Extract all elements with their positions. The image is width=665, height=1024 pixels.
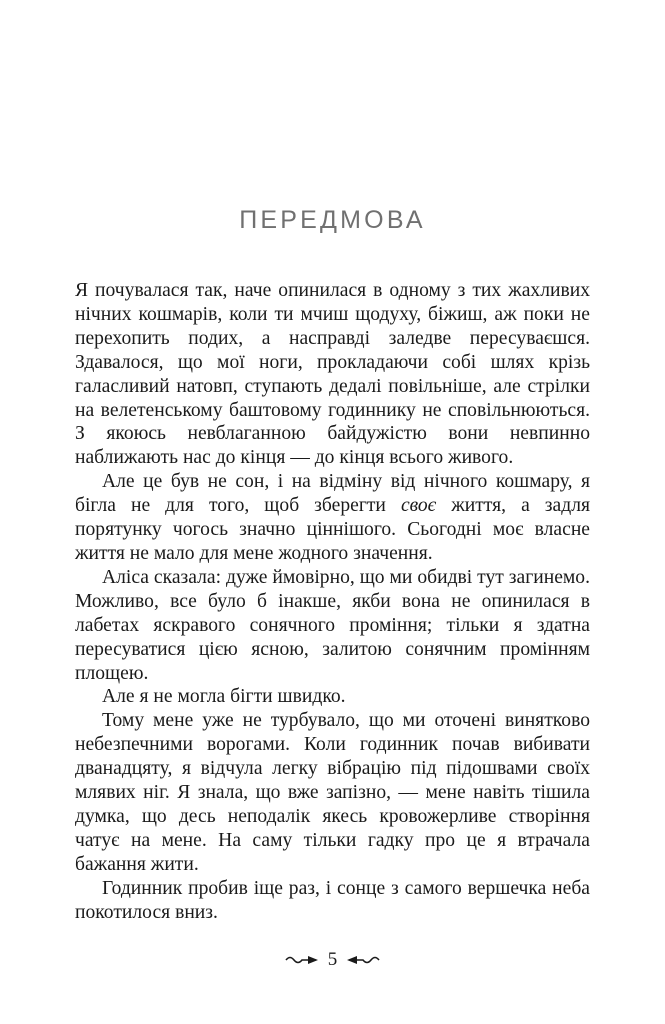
flourish-arrow-left-icon [285, 954, 319, 966]
paragraph-4: Але я не могла бігти швидко. [102, 686, 346, 708]
paragraph-2-emphasis: своє [400, 495, 437, 517]
paragraph-2-text-after: життя, а задля порятунку чогось значно ціннішого. Сьогодні моє власне життя не мало для мене жодного значення. [75, 495, 590, 564]
body-text [75, 279, 590, 924]
paragraph-3: Аліса сказала: дуже ймовірно, що ми обидві тут загинемо. Можливо, все було б інакше, якби вона не опинилася в лабетах яскравого сонячного проміння; тільки я здатна пересуватися цією ясною, залитою сонячним промінням площею. [75, 566, 590, 684]
paragraph-2 [75, 470, 590, 566]
paragraph-2-text-before: Але це був не сон, і на відміну від нічного кошмару, я бігла не для того, щоб зберегти [75, 471, 590, 517]
paragraph-1: Я почувалася так, наче опинилася в одному з тих жахливих нічних кошмарів, коли ти мчиш щодуху, біжиш, аж поки не перехопить подих, а насправді заледве пересуваєшся. Здавалося, що мої ноги, прокладаючи собі шлях крізь галасливий натовп, ступають дедалі повільніше, але стрілки на велетенському баштовому годиннику не сповільнюються. З якоюсь невблаганною байдужістю вони невпинно наближають нас до кінця — до кінця всього живого. [75, 280, 590, 469]
page-number: 5 [327, 949, 338, 970]
paragraph-5: Тому мене уже не турбувало, що ми оточені винятково небезпечними ворогами. Коли годинник почав вибивати дванадцяту, я відчула легку вібрацію під підошвами своїх млявих ніг. Я знала, що вже запізно, — мене навіть тішила думка, що десь неподалік якесь кровожерливе створіння чатує на мене. На саму тільки гадку про це я втрачала бажання жити. [75, 710, 590, 875]
paragraph-6: Годинник пробив іще раз, і сонце з самого вершечка неба покотилося вниз. [75, 877, 590, 923]
flourish-arrow-right-icon [346, 954, 380, 966]
chapter-title: ПЕРЕДМОВА [239, 206, 426, 234]
page-folio [0, 950, 665, 970]
